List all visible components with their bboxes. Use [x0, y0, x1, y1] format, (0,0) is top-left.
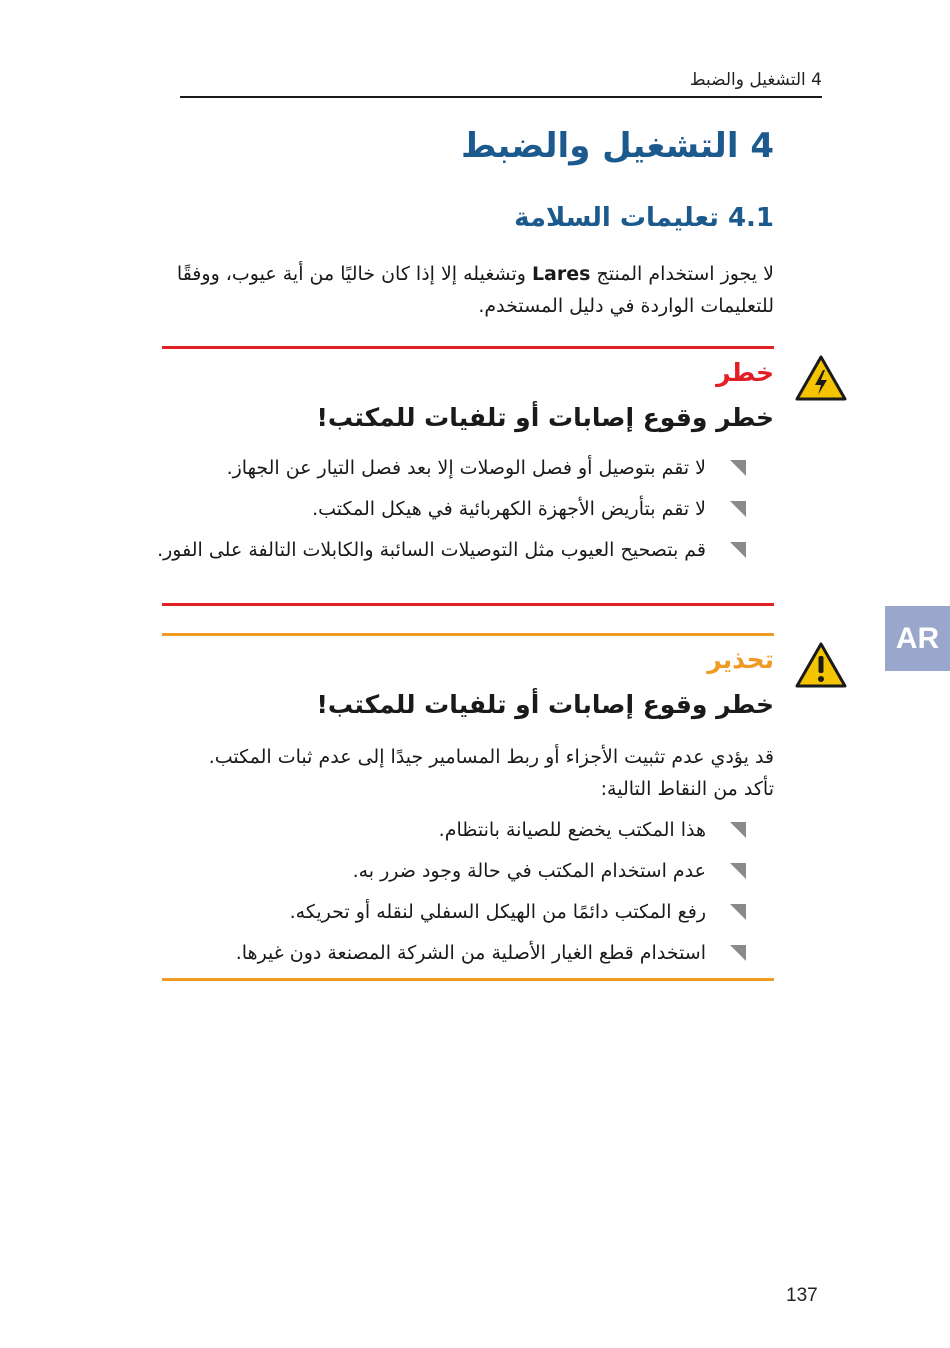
bullet-marker	[730, 945, 746, 961]
language-tab: AR	[885, 606, 950, 671]
list-item-text: قم بتصحيح العيوب مثل التوصيلات السائبة والكابلات التالفة على الفور.	[157, 539, 706, 561]
section-title: 4.1 تعليمات السلامة	[514, 203, 774, 233]
list-item	[146, 453, 706, 483]
page-number: 137	[786, 1285, 818, 1306]
list-item-text: رفع المكتب دائمًا من الهيكل السفلي لنقله أو تحريكه.	[289, 901, 706, 923]
intro-paragraph	[174, 258, 774, 322]
chapter-title: 4 التشغيل والضبط	[460, 126, 774, 166]
warning-top-rule	[162, 633, 774, 636]
list-item	[146, 856, 706, 886]
header-rule	[180, 96, 822, 98]
warning-label: تحذير	[707, 645, 774, 674]
danger-top-rule	[162, 346, 774, 349]
bullet-marker	[730, 822, 746, 838]
list-item	[146, 815, 706, 845]
running-header: 4 التشغيل والضبط	[689, 70, 822, 90]
danger-list	[146, 453, 706, 576]
bullet-marker	[730, 542, 746, 558]
list-item-text: هذا المكتب يخضع للصيانة بانتظام.	[438, 819, 706, 841]
list-item	[146, 535, 706, 565]
bullet-marker	[730, 460, 746, 476]
warning-bottom-rule	[162, 978, 774, 981]
list-item	[146, 897, 706, 927]
list-item-text: لا تقم بتوصيل أو فصل الوصلات إلا بعد فصل التيار عن الجهاز.	[226, 457, 706, 479]
list-item-text: عدم استخدام المكتب في حالة وجود ضرر به.	[352, 860, 706, 882]
bullet-marker	[730, 863, 746, 879]
list-item	[146, 938, 706, 968]
danger-heading: خطر وقوع إصابات أو تلفيات للمكتب!	[316, 403, 774, 432]
product-name: Lares	[531, 263, 591, 285]
high-voltage-warning-icon	[794, 354, 848, 402]
danger-label: خطر	[716, 358, 774, 387]
danger-bottom-rule	[162, 603, 774, 606]
list-item-text: لا تقم بتأريض الأجهزة الكهربائية في هيكل المكتب.	[312, 498, 706, 520]
bullet-marker	[730, 501, 746, 517]
intro-text-after: وتشغيله إلا إذا كان خاليًا من أية عيوب، ووفقًا للتعليمات الواردة في دليل المستخدم.	[176, 263, 774, 317]
warning-list	[146, 815, 706, 979]
list-item	[146, 494, 706, 524]
bullet-marker	[730, 904, 746, 920]
intro-text-before: لا يجوز استخدام المنتج	[590, 263, 774, 285]
warning-text: قد يؤدي عدم تثبيت الأجزاء أو ربط المسامير جيدًا إلى عدم ثبات المكتب. تأكد من النقاط التالية:	[208, 746, 774, 800]
list-item-text: استخدام قطع الغيار الأصلية من الشركة المصنعة دون غيرها.	[235, 942, 706, 964]
exclamation-warning-icon	[794, 641, 848, 689]
warning-heading: خطر وقوع إصابات أو تلفيات للمكتب!	[316, 690, 774, 719]
